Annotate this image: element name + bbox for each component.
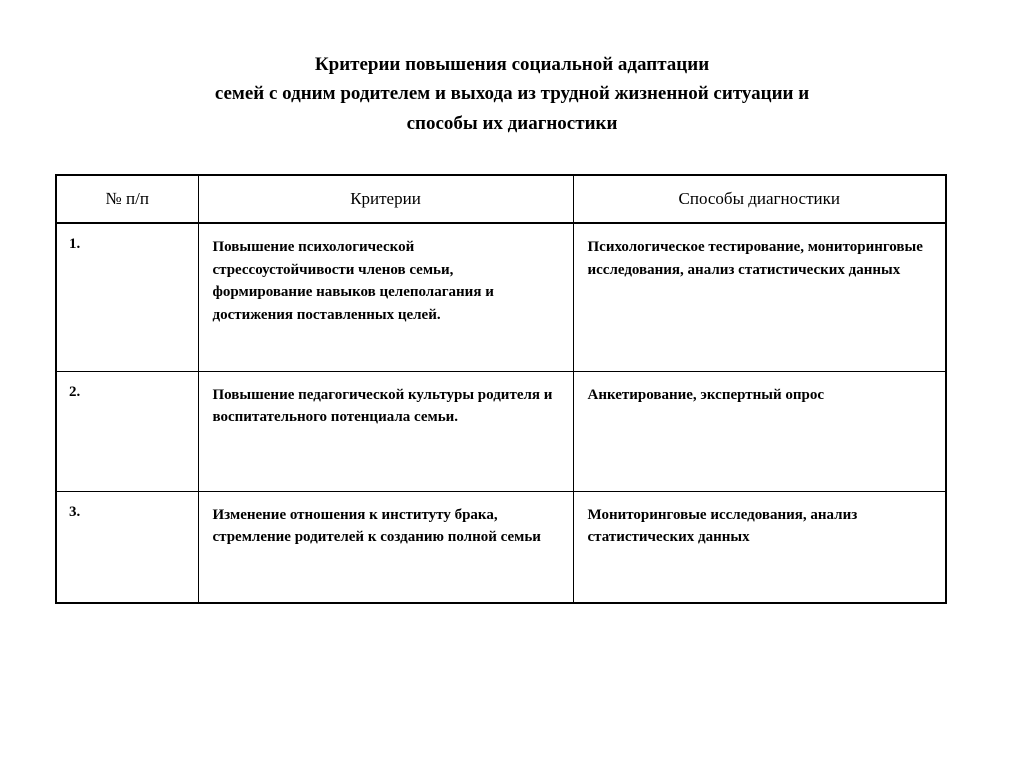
header-cell-criteria: Критерии <box>198 175 573 223</box>
row-diagnostics: Анкетирование, экспертный опрос <box>573 371 946 491</box>
slide-title-line-3: способы их диагностики <box>406 112 618 134</box>
table-row <box>56 223 946 371</box>
row-number: 1. <box>56 223 198 371</box>
table-header-row <box>56 175 946 223</box>
header-cell-diagnostics: Способы диагностики <box>573 175 946 223</box>
row-number: 3. <box>56 491 198 603</box>
row-diagnostics: Мониторинговые исследования, анализ статистических данных <box>573 491 946 603</box>
criteria-table-container <box>55 174 1024 604</box>
slide-title <box>0 50 1024 138</box>
header-cell-number: № п/п <box>56 175 198 223</box>
row-number: 2. <box>56 371 198 491</box>
table-row <box>56 371 946 491</box>
criteria-table <box>55 174 947 604</box>
row-criteria: Изменение отношения к институту брака, стремление родителей к созданию полной семьи <box>198 491 573 603</box>
slide-title-line-2: семей с одним родителем и выхода из трудной жизненной ситуации и <box>214 83 810 105</box>
row-criteria: Повышение педагогической культуры родителя и воспитательного потенциала семьи. <box>198 371 573 491</box>
table-row <box>56 491 946 603</box>
slide-title-line-1: Критерии повышения социальной адаптации <box>314 54 710 75</box>
row-diagnostics: Психологическое тестирование, мониторинговые исследования, анализ статистических данных <box>573 223 946 371</box>
row-criteria: Повышение психологической стрессоустойчивости членов семьи, формирование навыков целеполагания и достижения поставленных целей. <box>198 223 573 371</box>
